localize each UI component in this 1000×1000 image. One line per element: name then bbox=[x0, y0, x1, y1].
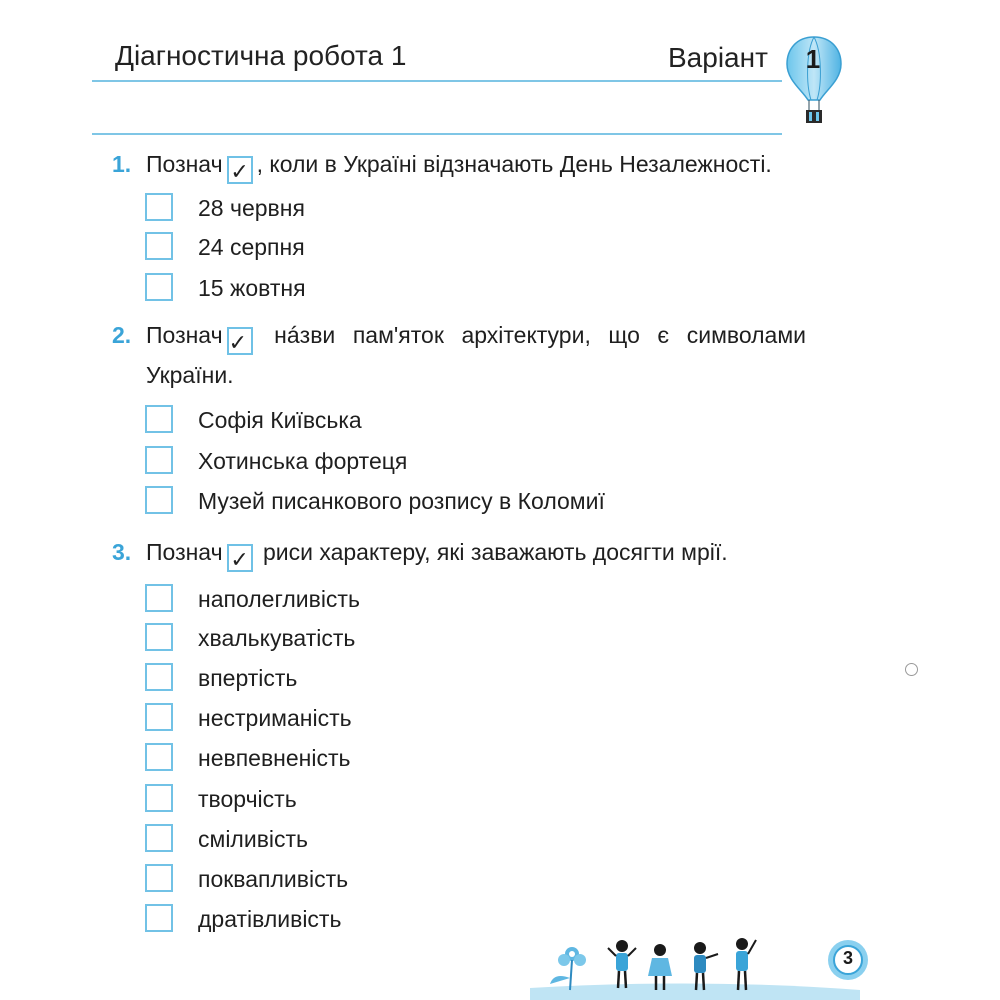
checkbox[interactable] bbox=[145, 784, 173, 812]
option-label: наполегливість bbox=[198, 586, 360, 612]
variant-number: 1 bbox=[805, 44, 821, 74]
option-label: Музей писанкового розпису в Коломиї bbox=[198, 488, 605, 514]
option-label: нестриманість bbox=[198, 705, 352, 731]
option-label: впертість bbox=[198, 665, 298, 691]
question-number: 2. bbox=[112, 322, 132, 348]
check-sample-icon: ✓ bbox=[227, 544, 253, 572]
kid-figure bbox=[608, 940, 636, 988]
option-label: 24 серпня bbox=[198, 234, 305, 260]
question-text: , коли в Україні відзначають День Незалежності. bbox=[256, 151, 772, 177]
header-rule-top bbox=[92, 80, 782, 82]
question-text-continued: України. bbox=[146, 362, 234, 388]
margin-circle-mark bbox=[905, 663, 918, 676]
checkbox[interactable] bbox=[145, 663, 173, 691]
kid-figure bbox=[648, 944, 672, 990]
option-label: 28 червня bbox=[198, 195, 305, 221]
question-text: риси характеру, які заважають досягти мрії. bbox=[262, 539, 728, 565]
checkbox[interactable] bbox=[145, 584, 173, 612]
option-label: 15 жовтня bbox=[198, 275, 306, 301]
checkbox[interactable] bbox=[145, 405, 173, 433]
checkbox[interactable] bbox=[145, 623, 173, 651]
option-label: Софія Київська bbox=[198, 407, 362, 433]
check-sample-icon: ✓ bbox=[227, 156, 253, 184]
question-number: 1. bbox=[112, 151, 132, 177]
children-illustration bbox=[530, 928, 870, 1000]
check-sample-icon: ✓ bbox=[227, 327, 253, 355]
question-2 bbox=[112, 322, 806, 355]
question-lead: Познач bbox=[146, 322, 223, 348]
option-label: хвалькуватість bbox=[198, 625, 356, 651]
kid-figure bbox=[736, 938, 756, 990]
header-rule-bottom bbox=[92, 133, 782, 135]
question-lead: Познач bbox=[146, 539, 223, 565]
question-3 bbox=[112, 539, 728, 572]
question-1 bbox=[112, 151, 772, 184]
question-text: нáзви пам'яток архітектури, що є символами bbox=[274, 322, 807, 348]
page-number: 3 bbox=[842, 948, 853, 968]
option-label: дратівливість bbox=[198, 906, 342, 932]
question-number: 3. bbox=[112, 539, 132, 565]
kid-figure bbox=[694, 942, 718, 990]
variant-label: Варіант bbox=[668, 42, 768, 73]
checkbox[interactable] bbox=[145, 743, 173, 771]
option-label: сміливість bbox=[198, 826, 309, 852]
option-label: Хотинська фортеця bbox=[198, 448, 408, 474]
question-lead: Познач bbox=[146, 151, 223, 177]
checkbox[interactable] bbox=[145, 904, 173, 932]
checkbox[interactable] bbox=[145, 273, 173, 301]
checkbox[interactable] bbox=[145, 446, 173, 474]
option-label: невпевненість bbox=[198, 745, 351, 771]
checkbox[interactable] bbox=[145, 193, 173, 221]
checkbox[interactable] bbox=[145, 703, 173, 731]
option-label: творчість bbox=[198, 786, 297, 812]
page-title: Діагностична робота 1 bbox=[115, 40, 407, 71]
checkbox[interactable] bbox=[145, 232, 173, 260]
checkbox[interactable] bbox=[145, 864, 173, 892]
checkbox[interactable] bbox=[145, 824, 173, 852]
option-label: поквапливість bbox=[198, 866, 349, 892]
flower-icon bbox=[550, 947, 586, 990]
checkbox[interactable] bbox=[145, 486, 173, 514]
